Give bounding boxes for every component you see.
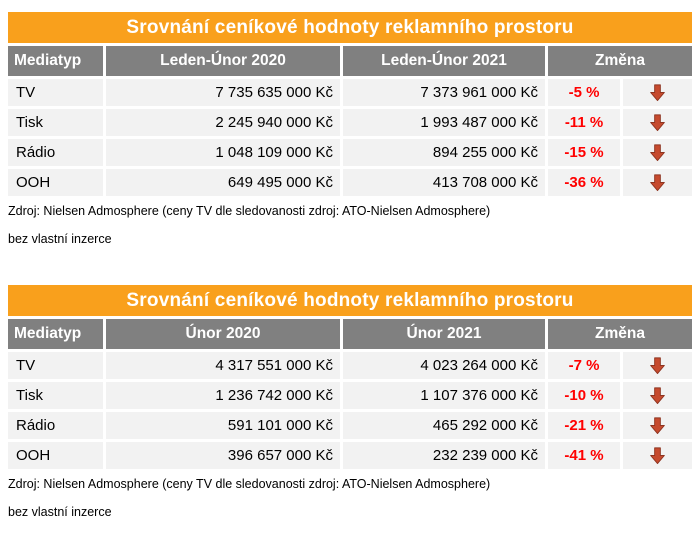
change-cell: -21 % — [548, 412, 620, 439]
period1-value-cell: 7 735 635 000 Kč — [106, 79, 340, 106]
table-header-row — [8, 319, 692, 349]
down-arrow-icon — [648, 173, 667, 192]
period2-value-cell: 4 023 264 000 Kč — [343, 352, 545, 379]
mediatype-cell: OOH — [8, 442, 103, 469]
mediatype-cell: Rádio — [8, 412, 103, 439]
change-cell: -36 % — [548, 169, 620, 196]
column-header-mediatype: Mediatyp — [8, 319, 103, 349]
period1-value-cell: 4 317 551 000 Kč — [106, 352, 340, 379]
down-arrow-icon — [648, 416, 667, 435]
change-cell: -15 % — [548, 139, 620, 166]
trend-cell — [623, 169, 692, 196]
trend-cell — [623, 382, 692, 409]
change-cell: -41 % — [548, 442, 620, 469]
change-cell: -10 % — [548, 382, 620, 409]
period2-value-cell: 413 708 000 Kč — [343, 169, 545, 196]
mediatype-cell: Tisk — [8, 109, 103, 136]
mediatype-cell: Rádio — [8, 139, 103, 166]
table-row — [8, 169, 692, 196]
down-arrow-icon — [648, 83, 667, 102]
down-arrow-icon — [648, 113, 667, 132]
down-arrow-icon — [648, 386, 667, 405]
column-header-period2: Leden-Únor 2021 — [343, 46, 545, 76]
period1-value-cell: 1 048 109 000 Kč — [106, 139, 340, 166]
change-cell: -7 % — [548, 352, 620, 379]
table-header-row — [8, 46, 692, 76]
mediatype-cell: TV — [8, 79, 103, 106]
trend-cell — [623, 412, 692, 439]
mediatype-cell: Tisk — [8, 382, 103, 409]
trend-cell — [623, 352, 692, 379]
table-title-bar — [8, 285, 692, 316]
table-title-bar — [8, 12, 692, 43]
price-comparison-table-jan-feb — [8, 12, 692, 247]
down-arrow-icon — [648, 446, 667, 465]
column-header-period1: Leden-Únor 2020 — [106, 46, 340, 76]
column-header-period1: Únor 2020 — [106, 319, 340, 349]
table-row — [8, 382, 692, 409]
period2-value-cell: 232 239 000 Kč — [343, 442, 545, 469]
column-header-mediatype: Mediatyp — [8, 46, 103, 76]
table-row — [8, 352, 692, 379]
table-row — [8, 412, 692, 439]
source-note: Zdroj: Nielsen Admosphere (ceny TV dle sledovanosti zdroj: ATO-Nielsen Admosphere) — [8, 204, 491, 218]
period1-value-cell: 396 657 000 Kč — [106, 442, 340, 469]
period2-value-cell: 1 993 487 000 Kč — [343, 109, 545, 136]
period1-value-cell: 649 495 000 Kč — [106, 169, 340, 196]
table-row — [8, 109, 692, 136]
table-title: Srovnání ceníkové hodnoty reklamního prostoru — [126, 289, 574, 311]
period2-value-cell: 1 107 376 000 Kč — [343, 382, 545, 409]
source-note: Zdroj: Nielsen Admosphere (ceny TV dle sledovanosti zdroj: ATO-Nielsen Admosphere) — [8, 477, 491, 491]
down-arrow-icon — [648, 356, 667, 375]
period2-value-cell: 7 373 961 000 Kč — [343, 79, 545, 106]
period2-value-cell: 465 292 000 Kč — [343, 412, 545, 439]
column-header-period2: Únor 2021 — [343, 319, 545, 349]
footnote: bez vlastní inzerce — [8, 505, 112, 519]
table-row — [8, 139, 692, 166]
change-cell: -5 % — [548, 79, 620, 106]
period1-value-cell: 2 245 940 000 Kč — [106, 109, 340, 136]
trend-cell — [623, 442, 692, 469]
table-title: Srovnání ceníkové hodnoty reklamního prostoru — [126, 16, 574, 38]
table-row — [8, 442, 692, 469]
mediatype-cell: TV — [8, 352, 103, 379]
price-comparison-table-feb — [8, 285, 692, 520]
period1-value-cell: 591 101 000 Kč — [106, 412, 340, 439]
table-row — [8, 79, 692, 106]
column-header-change: Změna — [548, 319, 692, 349]
trend-cell — [623, 79, 692, 106]
period2-value-cell: 894 255 000 Kč — [343, 139, 545, 166]
trend-cell — [623, 139, 692, 166]
down-arrow-icon — [648, 143, 667, 162]
trend-cell — [623, 109, 692, 136]
period1-value-cell: 1 236 742 000 Kč — [106, 382, 340, 409]
column-header-change: Změna — [548, 46, 692, 76]
footnote: bez vlastní inzerce — [8, 232, 112, 246]
mediatype-cell: OOH — [8, 169, 103, 196]
change-cell: -11 % — [548, 109, 620, 136]
